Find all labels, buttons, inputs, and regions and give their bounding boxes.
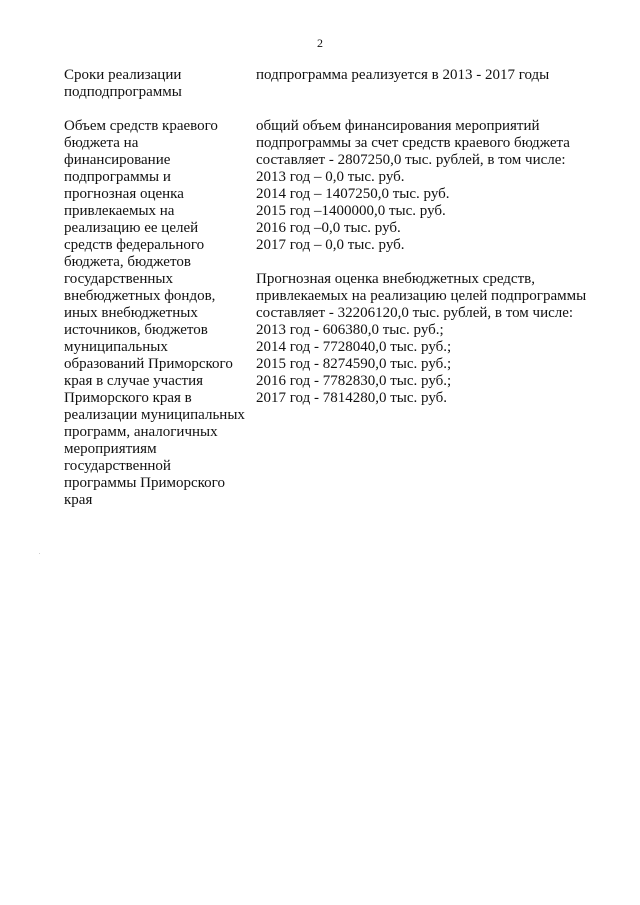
row-value-timeline (256, 67, 616, 84)
label-line: бюджета на (64, 135, 139, 151)
label-line: бюджета, бюджетов (64, 254, 191, 270)
label-line: программы Приморского (64, 475, 225, 491)
page-number: 2 (317, 36, 323, 50)
label-line: муниципальных (64, 339, 168, 355)
label-line: реализации муниципальных (64, 407, 245, 423)
value-line: составляет - 32206120,0 тыс. рублей, в том числе: (256, 305, 574, 321)
label-line: государственной (64, 458, 171, 474)
value-line: Прогнозная оценка внебюджетных средств, (256, 271, 535, 287)
value-line: привлекаемых на реализацию целей подпрограммы (256, 288, 587, 304)
value-line: 2014 год – 1407250,0 тыс. руб. (256, 186, 450, 202)
value-line: 2017 год – 0,0 тыс. руб. (256, 237, 405, 253)
label-line: Объем средств краевого (64, 118, 218, 134)
label-line: подподпрограммы (64, 84, 182, 100)
value-line: 2013 год – 0,0 тыс. руб. (256, 169, 405, 185)
label-line: государственных (64, 271, 173, 287)
row-label-funding (64, 118, 254, 509)
label-line: прогнозная оценка (64, 186, 184, 202)
label-line: программ, аналогичных (64, 424, 218, 440)
label-line: источников, бюджетов (64, 322, 208, 338)
label-line: реализацию ее целей (64, 220, 199, 236)
label-line: образований Приморского (64, 356, 233, 372)
value-line: 2015 год –1400000,0 тыс. руб. (256, 203, 446, 219)
regional-budget-block (256, 118, 616, 254)
label-line: привлекаемых на (64, 203, 175, 219)
row-value-funding (256, 118, 616, 407)
value-line: 2014 год - 7728040,0 тыс. руб.; (256, 339, 452, 355)
label-line: иных внебюджетных (64, 305, 198, 321)
scan-speck (39, 553, 40, 554)
value-line: подпрограмма реализуется в 2013 - 2017 годы (256, 67, 550, 83)
label-line: финансирование (64, 152, 171, 168)
value-line: 2017 год - 7814280,0 тыс. руб. (256, 390, 448, 406)
label-line: Приморского края в (64, 390, 192, 406)
extrabudgetary-block (256, 271, 616, 407)
label-line: Сроки реализации (64, 67, 182, 83)
label-line: мероприятиям (64, 441, 157, 457)
value-line: общий объем финансирования мероприятий (256, 118, 540, 134)
row-label-timeline (64, 67, 254, 101)
value-line: 2016 год –0,0 тыс. руб. (256, 220, 401, 236)
block-spacer (256, 254, 616, 271)
value-line: составляет - 2807250,0 тыс. рублей, в том числе: (256, 152, 566, 168)
value-line: 2013 год - 606380,0 тыс. руб.; (256, 322, 444, 338)
label-line: средств федерального (64, 237, 205, 253)
value-line: 2015 год - 8274590,0 тыс. руб.; (256, 356, 452, 372)
value-line: 2016 год - 7782830,0 тыс. руб.; (256, 373, 452, 389)
label-line: края в случае участия (64, 373, 204, 389)
label-line: края (64, 492, 93, 508)
label-line: внебюджетных фондов, (64, 288, 216, 304)
value-line: подпрограммы за счет средств краевого бюджета (256, 135, 570, 151)
label-line: подпрограммы и (64, 169, 171, 185)
